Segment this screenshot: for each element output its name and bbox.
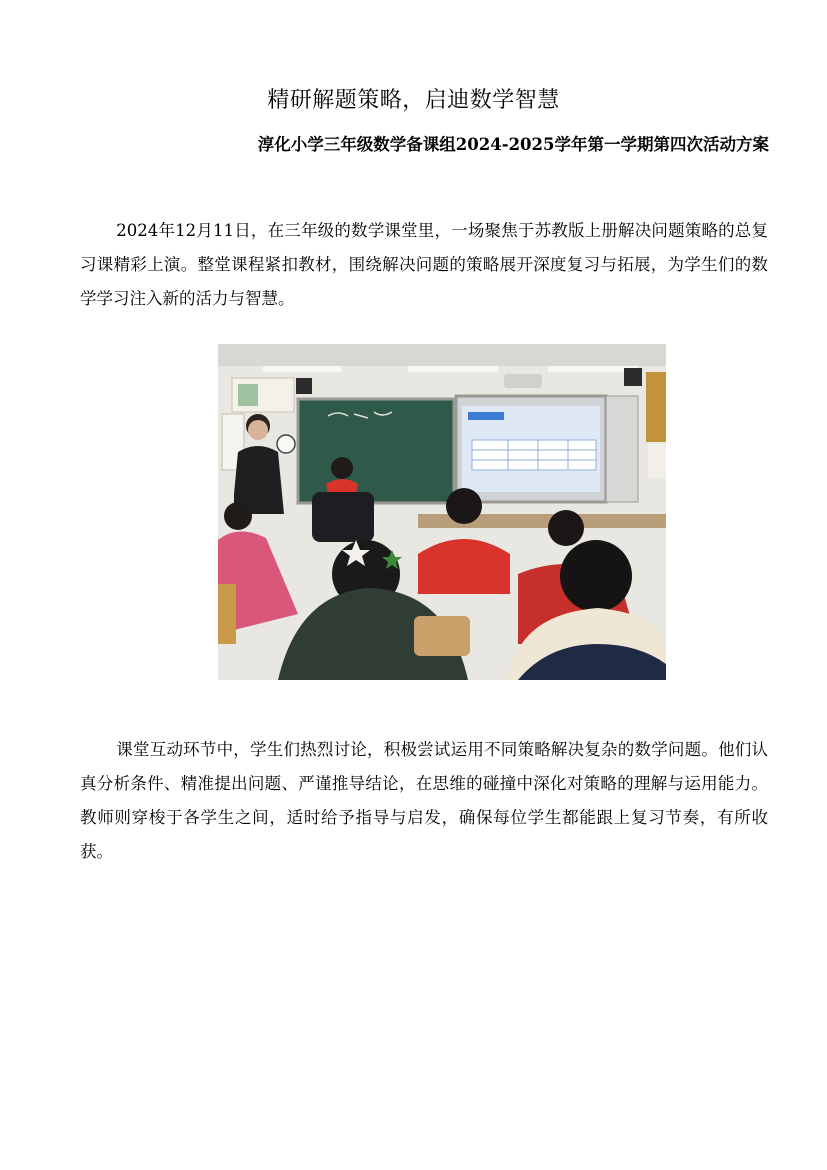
paragraph-intro: 2024年12月11日，在三年级的数学课堂里，一场聚焦于苏教版上册解决问题策略的总复习课精彩上演。整堂课程紧扣教材，围绕解决问题的策略展开深度复习与拓展，为学生们的数学学习注入新的活力与智慧。 xyxy=(80,221,768,308)
classroom-photo xyxy=(218,344,666,680)
page-title: 精研解题策略，启迪数学智慧 xyxy=(267,88,560,113)
blackboard xyxy=(298,399,454,503)
paragraph-interaction: 课堂互动环节中，学生们热烈讨论，积极尝试运用不同策略解决复杂的数学问题。他们认真分析条件、精准提出问题、严谨推导结论，在思维的碰撞中深化对策略的理解与运用能力。教师则穿梭于各学生之间，适时给予指导与启发，确保每位学生都能跟上复习节奏，有所收获。 xyxy=(80,740,768,861)
page-subtitle: 淳化小学三年级数学备课组2024-2025学年第一学期第四次活动方案 xyxy=(257,135,769,154)
